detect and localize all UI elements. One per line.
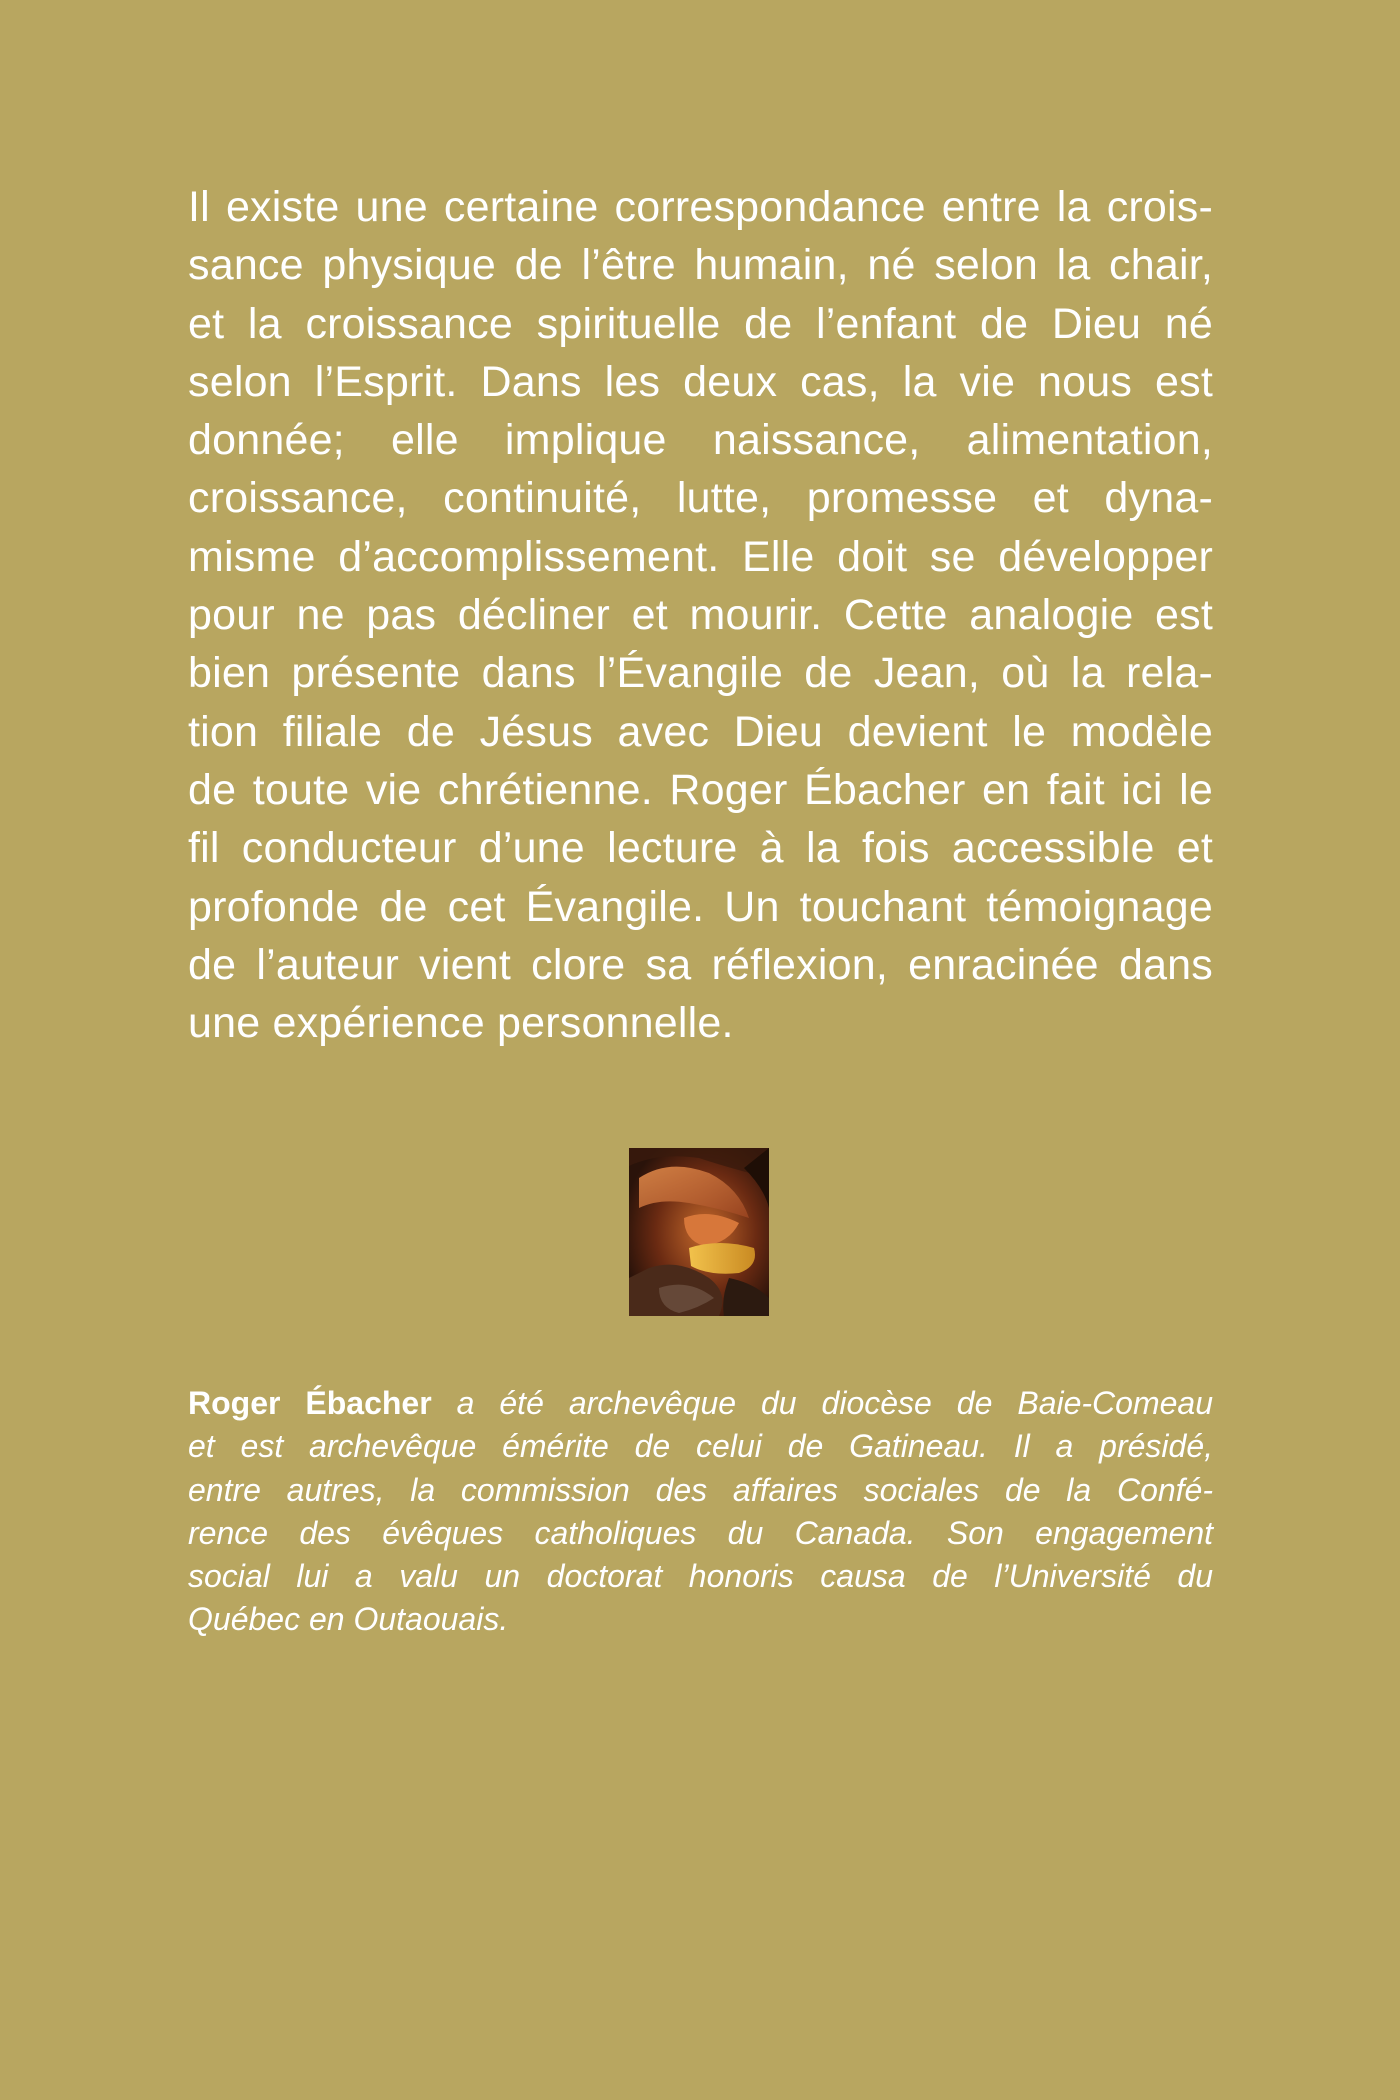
- cover-painting-detail: [629, 1148, 769, 1316]
- bio-line: entre autres, la commission des affaires sociales de la Confé-: [188, 1471, 1213, 1508]
- description-line: sance physique de l’être humain, né selon la chair,: [188, 241, 1213, 290]
- description-line: selon l’Esprit. Dans les deux cas, la vie nous est: [188, 357, 1213, 406]
- description-line: donnée; elle implique naissance, alimentation,: [188, 416, 1213, 465]
- bio-first-line-text: a été archevêque du diocèse de Baie-Comeau: [431, 1385, 1214, 1421]
- bio-line: rence des évêques catholiques du Canada. Son engagement: [188, 1514, 1213, 1551]
- description-line: misme d’accomplissement. Elle doit se développer: [188, 532, 1213, 581]
- description-line: et la croissance spirituelle de l’enfant de Dieu né: [188, 299, 1213, 348]
- author-name: Roger Ébacher: [188, 1385, 432, 1421]
- description-line: fil conducteur d’une lecture à la fois accessible et: [188, 824, 1213, 873]
- description-line: profonde de cet Évangile. Un touchant témoignage: [188, 882, 1213, 931]
- painting-image: [629, 1148, 769, 1316]
- description-line: de toute vie chrétienne. Roger Ébacher en fait ici le: [188, 765, 1213, 814]
- description-line: croissance, continuité, lutte, promesse et dyna-: [188, 474, 1213, 523]
- bio-line: [188, 1382, 1213, 1425]
- bio-line: Québec en Outaouais.: [188, 1601, 509, 1638]
- description-line: tion filiale de Jésus avec Dieu devient le modèle: [188, 707, 1213, 756]
- bio-line: social lui a valu un doctorat honoris causa de l’Université du: [188, 1558, 1213, 1595]
- description-line: de l’auteur vient clore sa réflexion, enracinée dans: [188, 940, 1213, 989]
- description-line: Il existe une certaine correspondance entre la crois-: [188, 183, 1213, 231]
- book-description: [188, 178, 1213, 1052]
- description-line: pour ne pas décliner et mourir. Cette analogie est: [188, 591, 1213, 640]
- author-biography: [188, 1382, 1213, 1642]
- bio-line: et est archevêque émérite de celui de Gatineau. Il a présidé,: [188, 1428, 1213, 1465]
- description-line: une expérience personnelle.: [188, 999, 734, 1048]
- description-line: bien présente dans l’Évangile de Jean, où la rela-: [188, 649, 1213, 698]
